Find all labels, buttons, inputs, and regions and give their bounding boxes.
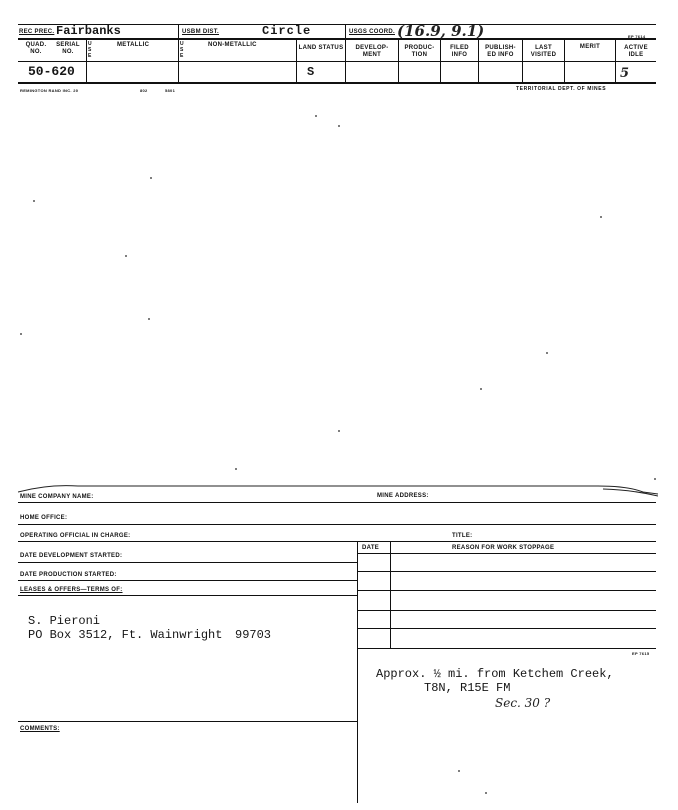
- land-status-value: S: [307, 65, 315, 79]
- col-quad-no: QUAD. NO.: [25, 42, 47, 55]
- rule: [18, 721, 358, 722]
- col-sep: [398, 39, 399, 82]
- leases-offers-label: LEASES & OFFERS—TERMS OF:: [20, 587, 123, 593]
- col-merit: MERIT: [579, 44, 601, 50]
- rule: [18, 562, 358, 563]
- col-use-metallic: U S E: [88, 41, 92, 59]
- speck: [480, 388, 482, 390]
- speck: [338, 430, 340, 432]
- active-idle-mark: 5: [620, 66, 630, 81]
- col-sep: [178, 24, 179, 82]
- location-line-2: T8N, R15E FM: [424, 681, 511, 695]
- header-title-rule: [18, 38, 656, 40]
- form-number-top: EP 7614: [628, 34, 646, 39]
- col-filed-info: FILED INFO: [450, 45, 469, 58]
- usgs-coord-value: (16.9, 9.1): [397, 22, 485, 40]
- rule: [357, 648, 656, 649]
- rule: [18, 595, 358, 596]
- form-number-bottom: EP 7615: [632, 651, 650, 656]
- speck: [485, 792, 487, 794]
- speck: [458, 770, 460, 772]
- speck: [546, 352, 548, 354]
- rule: [18, 541, 656, 542]
- lessee-name: S. Pieroni: [28, 614, 101, 628]
- speck: [235, 468, 237, 470]
- date-production-label: DATE PRODUCTION STARTED:: [20, 572, 117, 578]
- speck: [125, 255, 127, 257]
- rule: [357, 628, 656, 629]
- speck: [315, 115, 317, 117]
- operating-official-label: OPERATING OFFICIAL IN CHARGE:: [20, 533, 131, 539]
- rule: [18, 524, 656, 525]
- col-development: DEVELOP- MENT: [355, 45, 389, 58]
- quad-serial-value: 50-620: [28, 64, 75, 79]
- speck: [148, 318, 150, 320]
- mine-company-name-label: MINE COMPANY NAME:: [20, 494, 94, 500]
- col-sep: [440, 39, 441, 82]
- col-serial-no: SERIAL NO.: [56, 42, 80, 55]
- rule: [357, 610, 656, 611]
- title-label: TITLE:: [452, 533, 473, 539]
- usbm-dist-value: Circle: [262, 24, 312, 38]
- col-sep: [296, 39, 297, 82]
- rule: [357, 571, 656, 572]
- rule: [357, 590, 656, 591]
- col-active-idle: ACTIVE IDLE: [624, 45, 648, 58]
- speck: [600, 216, 602, 218]
- department-imprint: TERRITORIAL DEPT. OF MINES: [516, 86, 607, 92]
- speck: [338, 125, 340, 127]
- rec-prec-value: Fairbanks: [56, 24, 121, 38]
- col-sep: [564, 39, 565, 82]
- printer-code-1: 802: [140, 88, 148, 93]
- col-sep: [478, 39, 479, 82]
- usgs-coord-label: USGS COORD.: [349, 29, 395, 35]
- col-production: PRODUC- TION: [404, 45, 435, 58]
- usbm-dist-label: USBM DIST.: [182, 29, 220, 35]
- column-label-rule: [18, 61, 656, 62]
- lessee-address: PO Box 3512, Ft. Wainwright: [28, 628, 223, 642]
- col-sep: [522, 39, 523, 82]
- handwritten-section-note: Sec. 30 ?: [495, 696, 551, 710]
- col-published-info: PUBLISH- ED INFO: [485, 45, 516, 58]
- rec-prec-label: REC PREC.: [19, 29, 55, 35]
- speck: [33, 200, 35, 202]
- comments-label: COMMENTS:: [20, 726, 60, 732]
- col-use-nonmetallic: U S E: [180, 41, 184, 59]
- col-non-metallic: NON-METALLIC: [208, 42, 257, 48]
- rule: [357, 553, 656, 554]
- rule: [18, 502, 656, 503]
- col-land-status: LAND STATUS: [298, 45, 344, 51]
- data-row-rule: [18, 82, 656, 84]
- printer-imprint: REMINGTON RAND INC. 20: [20, 88, 79, 93]
- mine-address-label: MINE ADDRESS:: [377, 493, 429, 499]
- col-sep: [357, 541, 358, 803]
- col-sep: [615, 39, 616, 82]
- printer-code-2: 5801: [165, 88, 176, 93]
- rule: [18, 580, 358, 581]
- col-metallic: METALLIC: [117, 42, 150, 48]
- date-column-header: DATE: [362, 545, 380, 551]
- col-last-visited: LAST VISITED: [530, 45, 557, 58]
- speck: [150, 177, 152, 179]
- lessee-zip: 99703: [235, 628, 272, 642]
- col-sep: [86, 39, 87, 82]
- speck: [20, 333, 22, 335]
- home-office-label: HOME OFFICE:: [20, 515, 68, 521]
- col-sep: [390, 541, 391, 648]
- date-development-label: DATE DEVELOPMENT STARTED:: [20, 553, 123, 559]
- location-line-1: Approx. ½ mi. from Ketchem Creek,: [376, 667, 614, 681]
- reason-column-header: REASON FOR WORK STOPPAGE: [452, 545, 555, 551]
- card-top-edge: [18, 478, 658, 498]
- col-sep: [345, 24, 346, 82]
